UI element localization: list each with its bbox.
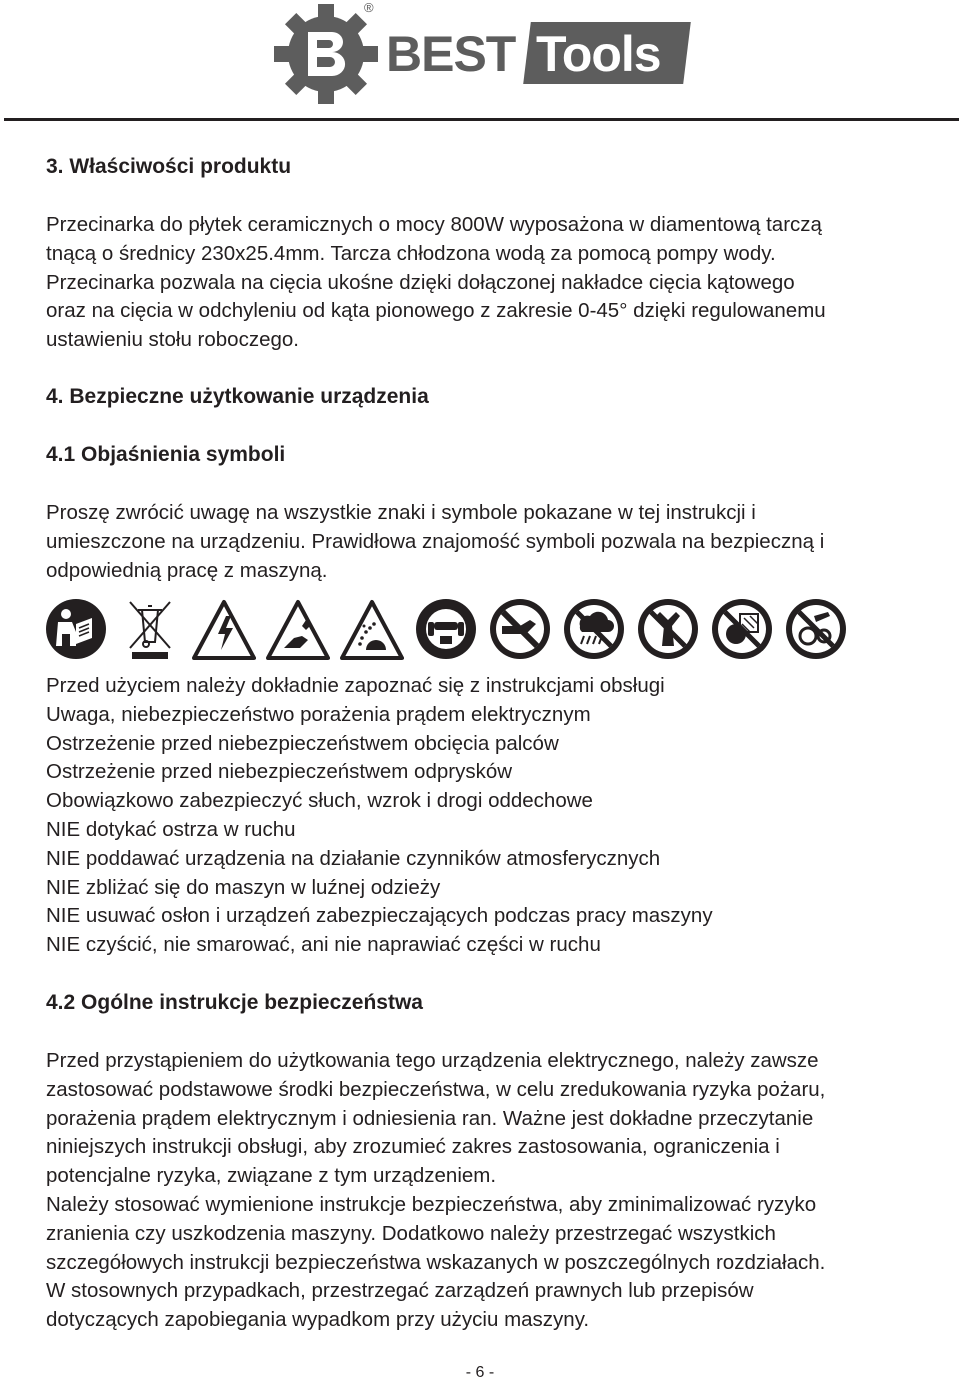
no-maintenance-while-running-icon [784, 596, 848, 662]
section42-paragraph [46, 1047, 926, 1335]
section41-line: odpowiednią pracę z maszyną. [46, 558, 328, 582]
header-divider [4, 118, 959, 121]
section42-line: Należy stosować wymienione instrukcje bezpieczeństwa, aby zminimalizować ryzyko [46, 1192, 817, 1216]
brand-best-text: BEST [386, 26, 516, 82]
page-header [0, 0, 960, 125]
no-guard-removal-icon [710, 596, 774, 662]
symbol-explanation: NIE poddawać urządzenia na działanie czynników atmosferycznych [46, 846, 661, 870]
weee-crossed-bin-icon [118, 596, 182, 662]
section41-line: umieszczone na urządzeniu. Prawidłowa znajomość symboli pozwala na bezpieczną i [46, 529, 825, 553]
section3-line: tnącą o średnicy 230x25.4mm. Tarcza chłodzona wodą za pomocą pompy wody. [46, 241, 776, 265]
section42-line: porażenia prądem elektrycznym i odniesienia ran. Ważne jest dokładne przeczytanie [46, 1106, 814, 1130]
section3-line: ustawieniu stołu roboczego. [46, 328, 299, 352]
electric-shock-warning-icon [192, 596, 256, 662]
section41-paragraph [46, 499, 926, 585]
section42-line: zranienia czy uszkodzenia maszyny. Dodatkowo należy przestrzegać wszystkich [46, 1221, 776, 1245]
no-loose-clothing-icon [636, 596, 700, 662]
no-rain-exposure-icon [562, 596, 626, 662]
symbol-explanation: NIE czyścić, nie smarować, ani nie naprawiać części w ruchu [46, 933, 601, 957]
section41-heading: 4.1 Objaśnienia symboli [46, 443, 286, 466]
symbol-explanation: Ostrzeżenie przed niebezpieczeństwem odprysków [46, 760, 513, 784]
section42-line: W stosownych przypadkach, przestrzegać zarządzeń prawnych lub przepisów [46, 1279, 754, 1303]
symbol-explanation: NIE zbliżać się do maszyn w luźnej odzieży [46, 875, 441, 899]
section4-heading: 4. Bezpieczne użytkowanie urządzenia [46, 385, 429, 408]
symbol-explanation: Uwaga, niebezpieczeństwo porażenia prądem elektrycznym [46, 702, 591, 726]
section3-paragraph [46, 211, 926, 355]
section3-line: oraz na cięcia w odchyleniu od kąta pionowego z zakresie 0-45° dzięki regulowanemu [46, 299, 826, 323]
section3-heading: 3. Właściwości produktu [46, 155, 292, 178]
section41-line: Proszę zwrócić uwagę na wszystkie znaki i symbole pokazane w tej instrukcji i [46, 501, 756, 524]
section42-line: zastosować podstawowe środki bezpieczeństwa, w celu zredukowania ryzyka pożaru, [46, 1077, 826, 1101]
symbol-explanations-list [46, 672, 713, 960]
symbol-explanation: Obowiązkowo zabezpieczyć słuch, wzrok i drogi oddechowe [46, 789, 593, 813]
ear-eye-respiratory-protection-icon [414, 596, 478, 662]
section42-heading: 4.2 Ogólne instrukcje bezpieczeństwa [46, 991, 423, 1014]
safety-symbols-row [44, 596, 864, 666]
symbol-explanation: NIE usuwać osłon i urządzeń zabezpieczających podczas pracy maszyny [46, 904, 713, 928]
read-manual-icon [44, 596, 108, 662]
symbol-explanation: Ostrzeżenie przed niebezpieczeństwem obcięcia palców [46, 731, 559, 755]
symbol-explanation: Przed użyciem należy dokładnie zapoznać się z instrukcjami obsługi [46, 674, 665, 697]
finger-cut-warning-icon [266, 596, 330, 662]
section42-line: szczegółowych instrukcji bezpieczeństwa wskazanych w poszczególnych rozdziałach. [46, 1250, 826, 1274]
section42-line: Przed przystąpieniem do użytkowania tego urządzenia elektrycznego, należy zawsze [46, 1049, 819, 1072]
section42-line: dotyczących zapobiegania wypadkom przy użyciu maszyny. [46, 1308, 590, 1332]
section3-line: Przecinarka pozwala na cięcia ukośne dzięki dołączonej nakładce cięcia kątowego [46, 270, 795, 294]
section42-line: potencjalne ryzyka, związane z tym urządzeniem. [46, 1164, 497, 1188]
no-touch-blade-icon [488, 596, 552, 662]
section42-line: niniejszych instrukcji obsługi, aby zrozumieć zakres zastosowania, ograniczenia i [46, 1135, 780, 1159]
registered-trademark: ® [364, 0, 374, 15]
flying-debris-warning-icon [340, 596, 404, 662]
brand-tools-text: Tools [536, 26, 661, 82]
section3-line: Przecinarka do płytek ceramicznych o mocy 800W wyposażona w diamentową tarczą [46, 213, 822, 236]
page-number: - 6 - [465, 1364, 495, 1381]
symbol-explanation: NIE dotykać ostrza w ruchu [46, 817, 296, 841]
best-tools-gear-logo-icon [272, 2, 380, 106]
